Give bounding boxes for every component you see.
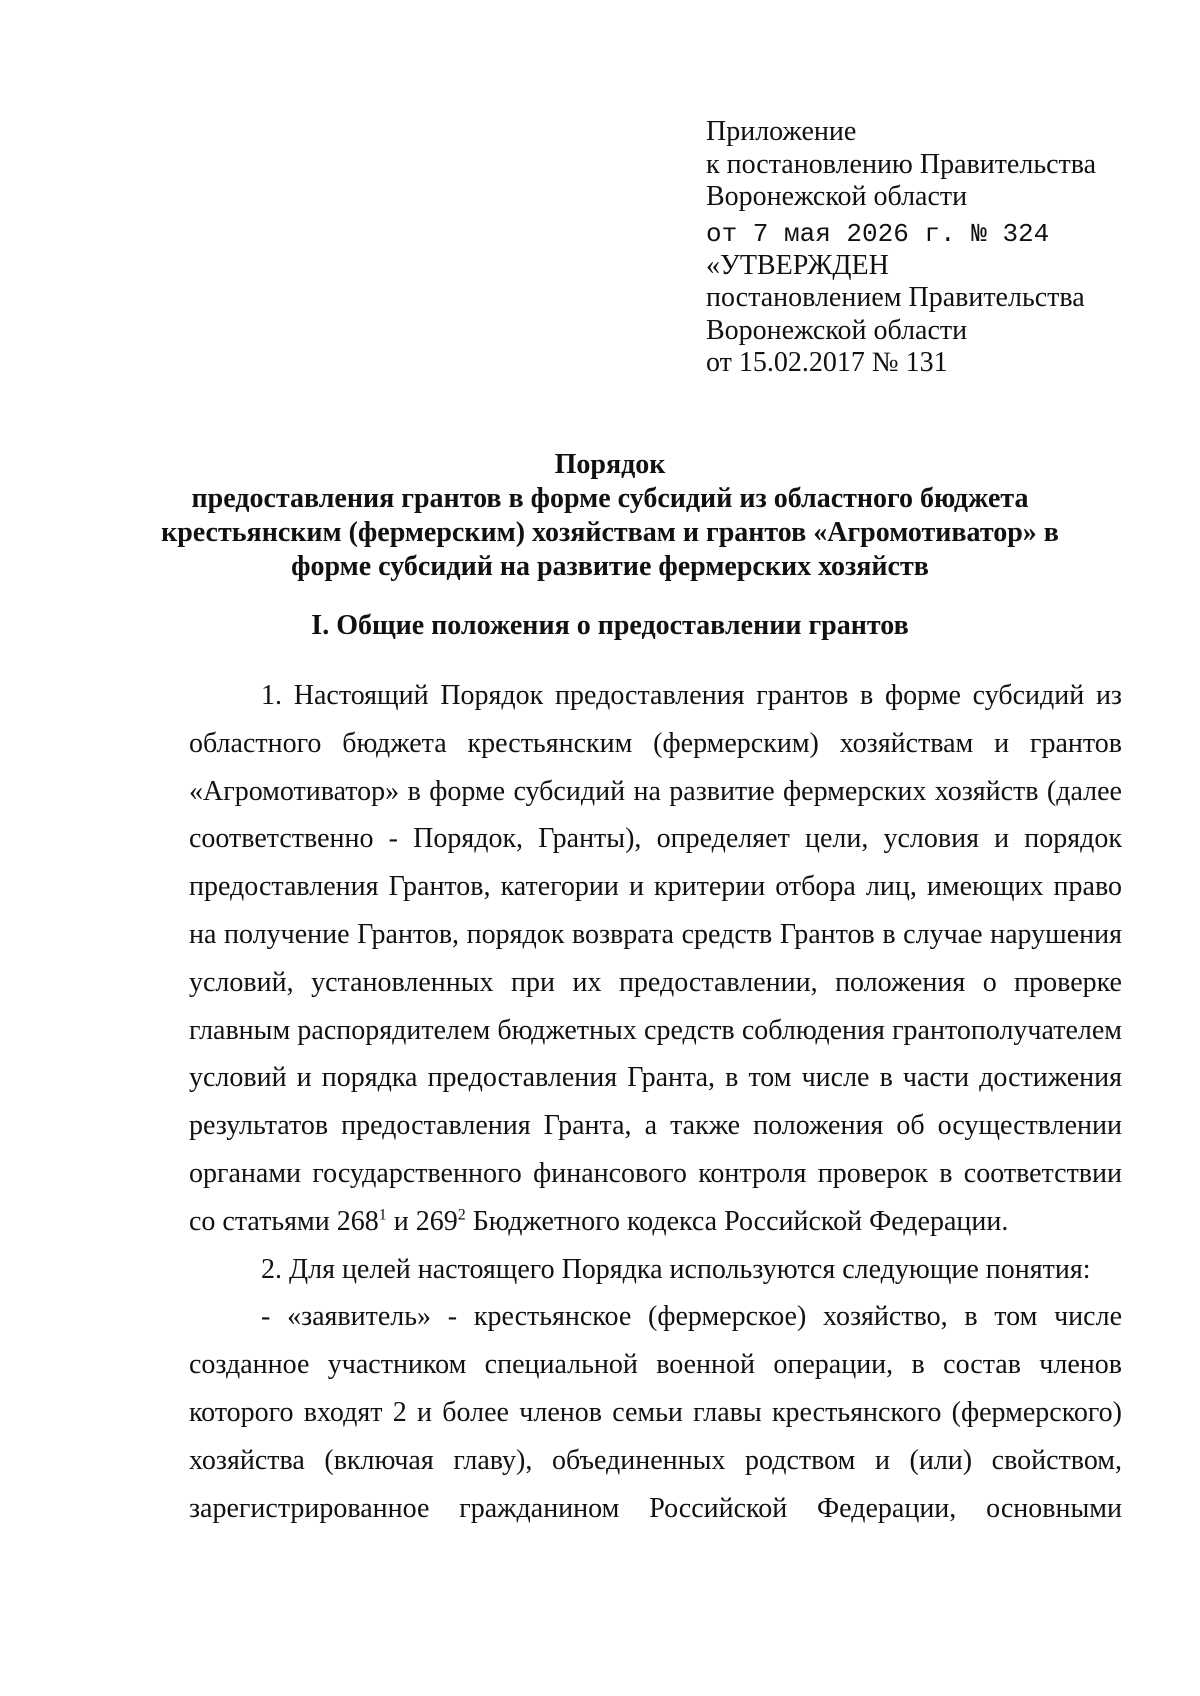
header-line: Воронежской области — [706, 181, 968, 212]
superscript: 2 — [457, 1206, 466, 1224]
header-line: постановлением Правительства — [706, 282, 1085, 313]
paragraph-text: Бюджетного кодекса Российской Федерации. — [465, 1205, 1009, 1237]
paragraph-1 — [189, 672, 1122, 1246]
header-line: Приложение — [706, 116, 857, 147]
paragraph-text: и 269 — [386, 1205, 458, 1237]
header-decree-number: от 7 мая 2026 г. № 324 — [706, 218, 1050, 249]
document-body — [189, 672, 1122, 1532]
section-heading: I. Общие положения о предоставлении грантов — [311, 610, 909, 641]
paragraph-2: 2. Для целей настоящего Порядка используются следующие понятия: — [261, 1253, 1091, 1285]
header-line: к постановлению Правительства — [706, 148, 1097, 180]
appendix-header — [706, 116, 1096, 380]
header-line: «УТВЕРЖДЕН — [706, 249, 889, 281]
superscript: 1 — [378, 1206, 387, 1224]
title-line: крестьянским (фермерским) хозяйствам и грантов «Агромотиватор» в — [161, 517, 1059, 548]
document-title — [150, 448, 1070, 584]
paragraph-text: 1. Настоящий Порядок предоставления грантов в форме субсидий из областного бюджета крестьянским (фермерским) хозяйствам и грантов «Агромотиватор» в форме субсидий на развитие фермерских хозяйств (далее соответственно - Порядок, Гранты), определяет цели, условия и порядок предоставления Грантов, категории и критерии отбора лиц, имеющих право на получение Грантов, порядок возврата средств Грантов в случае нарушения условий, установленных при их предоставлении, положения о проверке главным распорядителем бюджетных средств соблюдения грантополучателем условий и порядка предоставления Гранта, в том числе в части достижения результатов предоставления Гранта, а также положения об осуществлении органами государственного финансового контроля проверок в соответствии со статьями 268 — [189, 680, 1122, 1237]
title-line: предоставления грантов в форме субсидий из областного бюджета — [191, 483, 1029, 514]
header-line: от 15.02.2017 № 131 — [706, 347, 948, 378]
header-line: Воронежской области — [706, 314, 968, 346]
paragraph-3: - «заявитель» - крестьянское (фермерское) хозяйство, в том числе созданное участником специальной военной операции, в состав членов которого входят 2 и более членов семьи главы крестьянского (фермерского) хозяйства (включая главу), объединенных родством и (или) свойством, зарегистрированное гражданином Российской Федерации, основными — [189, 1301, 1122, 1524]
title-line: Порядок — [554, 449, 666, 480]
title-line: форме субсидий на развитие фермерских хозяйств — [291, 551, 929, 582]
